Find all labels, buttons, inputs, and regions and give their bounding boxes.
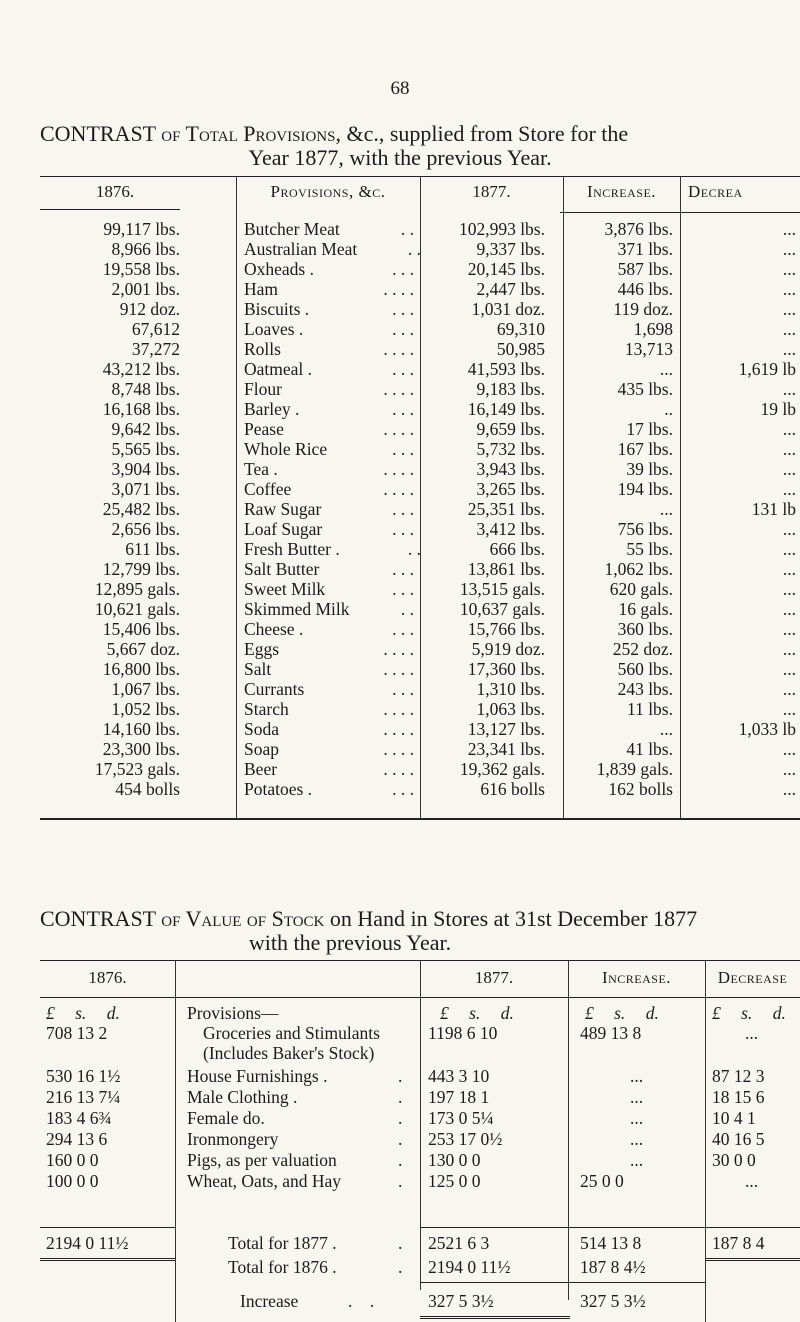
t1-cell-decrease: ...: [782, 419, 796, 439]
table2-title: [40, 907, 800, 955]
t1-cell-1877: 3,412 lbs.: [476, 519, 545, 539]
t1-cell-item: Loaf Sugar: [244, 519, 323, 539]
t1-cell-increase: 17 lbs.: [626, 419, 673, 439]
t1-cell-1876: 16,168 lbs.: [102, 399, 180, 419]
t2-total-1876: 2194 0 11½: [428, 1257, 511, 1277]
t2-cell-1877: 443 3 10: [428, 1066, 490, 1086]
t1-cell-decrease: 1,033 lb: [738, 719, 796, 739]
t1-cell-1876: 43,212 lbs.: [102, 359, 180, 379]
t1-cell-item: Soap: [244, 739, 279, 759]
t1-cell-1876: 912 doz.: [119, 299, 180, 319]
lsd-d: d.: [645, 1003, 659, 1023]
t1-cell-1876: 99,117 lbs.: [103, 219, 180, 239]
t1-cell-increase: 11 lbs.: [626, 699, 673, 719]
t2-cell-1877: 125 0 0: [428, 1171, 481, 1191]
t1-cell-item: Cheese .: [244, 619, 304, 639]
t2-sum-rule-1876: [40, 1227, 175, 1228]
t1-cell-decrease: ...: [782, 299, 796, 319]
t1-cell-decrease: ...: [782, 439, 796, 459]
t1-cell-dots: . . . .: [383, 379, 414, 399]
t1-cell-dots: . . . .: [383, 719, 414, 739]
t1-cell-1877: 3,265 lbs.: [476, 479, 545, 499]
t1-cell-increase: 446 lbs.: [617, 279, 673, 299]
t1-cell-increase: 360 lbs.: [617, 619, 673, 639]
t2-cell-item: (Includes Baker's Stock): [203, 1043, 375, 1063]
t2-total-1877: 2521 6 3: [428, 1233, 490, 1253]
t1-cell-increase: 243 lbs.: [617, 679, 673, 699]
t1-cell-increase: 756 lbs.: [617, 519, 673, 539]
t2-cell-1876: 183 4 6¾: [46, 1108, 112, 1128]
t1-cell-dots: . . . .: [383, 739, 414, 759]
t2-cell-1876: 530 16 1½: [46, 1066, 121, 1086]
t1-cell-decrease: ...: [782, 639, 796, 659]
t1-cell-decrease: 131 lb: [751, 499, 796, 519]
t1-cell-decrease: ...: [782, 779, 796, 799]
title1-line2: Year 1877, with the previous Year.: [248, 145, 552, 170]
t1-cell-1877: 3,943 lbs.: [476, 459, 545, 479]
t1-cell-1876: 67,612: [131, 319, 180, 339]
t2-total-1877-label: Total for 1877 .: [228, 1233, 337, 1253]
t1-cell-1876: 454 bolls: [115, 779, 180, 799]
t1-cell-1877: 41,593 lbs.: [467, 359, 545, 379]
t2-cell-increase: 489 13 8: [580, 1023, 642, 1043]
t1-cell-dots: . . .: [392, 259, 414, 279]
t1-cell-1877: 69,310: [496, 319, 545, 339]
title2-word: CONTRAST: [40, 906, 156, 931]
table1-vrule-4: [680, 176, 681, 818]
table1-header-rule-left: [40, 209, 180, 210]
t2-cell-decrease: 87 12 3: [712, 1066, 765, 1086]
t2-cell-1877: 173 0 5¼: [428, 1108, 494, 1128]
t2-leader-dot: .: [398, 1129, 403, 1149]
table2-vrule-4: [705, 960, 706, 1322]
table1-bottom-rule: [40, 818, 800, 820]
lsd-l: £: [585, 1003, 594, 1023]
lsd-d: d.: [106, 1003, 120, 1023]
t1-cell-1876: 14,160 lbs.: [102, 719, 180, 739]
title2-rest: on Hand in Stores at 31st December 1877: [329, 906, 698, 931]
t1-cell-item: Salt: [244, 659, 272, 679]
t1-cell-1876: 8,966 lbs.: [111, 239, 180, 259]
t1-cell-item: Beer: [244, 759, 278, 779]
t2-cell-decrease: 40 16 5: [712, 1129, 765, 1149]
t1-cell-item: Butcher Meat: [244, 219, 340, 239]
t1-cell-dots: . . .: [392, 499, 414, 519]
t1-cell-decrease: ...: [782, 339, 796, 359]
t1-cell-item: Potatoes .: [244, 779, 313, 799]
t2-dec-double-rule: [705, 1258, 800, 1261]
t1-cell-item: Tea .: [244, 459, 278, 479]
t1-cell-item: Sweet Milk: [244, 579, 326, 599]
t1-cell-item: Soda: [244, 719, 279, 739]
t1-cell-increase: ...: [659, 719, 673, 739]
t1-cell-1877: 10,637 gals.: [459, 599, 545, 619]
t1-cell-increase: ...: [659, 499, 673, 519]
t1-cell-decrease: ...: [782, 579, 796, 599]
t1-cell-1877: 2,447 lbs.: [476, 279, 545, 299]
t1-cell-dots: . . .: [392, 359, 414, 379]
t1-cell-item: Salt Butter: [244, 559, 320, 579]
t1-cell-item: Australian Meat: [244, 239, 358, 259]
t2-cell-1876: 160 0 0: [46, 1150, 99, 1170]
t1-cell-increase: 252 doz.: [612, 639, 673, 659]
t2-leader-dot: .: [398, 1150, 403, 1170]
t1-cell-1877: 5,919 doz.: [471, 639, 545, 659]
t1-cell-decrease: ...: [782, 739, 796, 759]
t2-header-increase: Increase.: [601, 968, 672, 987]
t1-cell-dots: . . .: [392, 399, 414, 419]
t1-cell-increase: 194 lbs.: [617, 479, 673, 499]
t2-increase-label: Increase: [240, 1291, 299, 1311]
t2-total-1876-left: 2194 0 11½: [46, 1233, 129, 1253]
t1-cell-item: Skimmed Milk: [244, 599, 350, 619]
t2-cell-1876: 100 0 0: [46, 1171, 99, 1191]
t1-cell-decrease: ...: [782, 239, 796, 259]
t1-cell-1876: 15,406 lbs.: [102, 619, 180, 639]
t1-cell-dots: . . . .: [383, 659, 414, 679]
t1-cell-dots: . . . .: [383, 459, 414, 479]
lsd-l: £: [712, 1003, 721, 1023]
title2-line2: with the previous Year.: [248, 930, 452, 955]
t1-cell-1877: 5,732 lbs.: [476, 439, 545, 459]
t2-cell-1877: 130 0 0: [428, 1150, 481, 1170]
t1-cell-1877: 9,659 lbs.: [476, 419, 545, 439]
t1-cell-increase: 16 gals.: [618, 599, 673, 619]
t1-cell-1876: 17,523 gals.: [94, 759, 180, 779]
t2-cell-decrease: ...: [745, 1171, 759, 1191]
t1-cell-1877: 1,031 doz.: [471, 299, 545, 319]
t1-cell-1877: 16,149 lbs.: [467, 399, 545, 419]
t1-cell-decrease: 19 lb: [760, 399, 796, 419]
t2-cell-item: Female do.: [187, 1108, 265, 1128]
t1-cell-1876: 2,001 lbs.: [111, 279, 180, 299]
t1-cell-increase: 435 lbs.: [617, 379, 673, 399]
t1-cell-decrease: ...: [782, 539, 796, 559]
t1-cell-dots: . . .: [392, 779, 414, 799]
t1-cell-1877: 19,362 gals.: [459, 759, 545, 779]
t2-header-1877: 1877.: [474, 968, 514, 987]
t1-cell-increase: ...: [659, 359, 673, 379]
t1-cell-item: Oatmeal .: [244, 359, 313, 379]
t1-header-1876: 1876.: [95, 182, 135, 201]
lsd-d: d.: [500, 1003, 514, 1023]
t1-cell-increase: 1,698: [633, 319, 673, 339]
t1-cell-dots: . .: [407, 239, 421, 259]
t1-cell-item: Loaves .: [244, 319, 304, 339]
table2-vrule-1: [175, 960, 176, 1322]
t2-leader-dot: .: [398, 1066, 403, 1086]
t1-cell-dots: . .: [400, 599, 414, 619]
t2-cell-item: Ironmongery: [187, 1129, 279, 1149]
t1-cell-decrease: 1,619 lb: [738, 359, 796, 379]
title1-smallcaps: of Total Provisions,: [161, 121, 341, 146]
t1-cell-item: Whole Rice: [244, 439, 328, 459]
t1-cell-1877: 1,063 lbs.: [476, 699, 545, 719]
t2-total-1876-inc: 187 8 4½: [580, 1257, 646, 1277]
t1-cell-decrease: ...: [782, 279, 796, 299]
t1-cell-decrease: ...: [782, 459, 796, 479]
t2-leader-dot: .: [398, 1108, 403, 1128]
t1-cell-item: Rolls: [244, 339, 281, 359]
t1-cell-1876: 3,071 lbs.: [111, 479, 180, 499]
t1-cell-increase: 119 doz.: [613, 299, 673, 319]
t1-cell-increase: 41 lbs.: [626, 739, 673, 759]
t1-cell-dots: . . . .: [383, 759, 414, 779]
t1-cell-1876: 1,052 lbs.: [111, 699, 180, 719]
table2-vrule-2: [420, 960, 421, 1290]
t1-cell-decrease: ...: [782, 379, 796, 399]
t1-cell-dots: . . . .: [383, 279, 414, 299]
t1-cell-1877: 9,337 lbs.: [476, 239, 545, 259]
title1-rest: &c., supplied from Store for the: [346, 121, 629, 146]
t2-total-1877-dec: 187 8 4: [712, 1233, 765, 1253]
t1-cell-decrease: ...: [782, 659, 796, 679]
t2-lsd-1876: [46, 1004, 120, 1023]
t1-cell-1877: 102,993 lbs.: [458, 219, 545, 239]
t2-cell-increase: ...: [630, 1066, 644, 1086]
t1-cell-1876: 1,067 lbs.: [111, 679, 180, 699]
t1-cell-dots: . . .: [392, 519, 414, 539]
t1-cell-decrease: ...: [782, 259, 796, 279]
t1-header-1877: 1877.: [472, 182, 511, 201]
t1-cell-1877: 13,861 lbs.: [467, 559, 545, 579]
t1-cell-dots: . . .: [392, 619, 414, 639]
t2-cell-1877: 253 17 0½: [428, 1129, 503, 1149]
t1-cell-1876: 19,558 lbs.: [102, 259, 180, 279]
t2-total-1877-dot: .: [398, 1233, 403, 1253]
t1-cell-1876: 16,800 lbs.: [102, 659, 180, 679]
t2-header-decrease: Decrease: [717, 968, 788, 987]
t1-cell-item: Raw Sugar: [244, 499, 322, 519]
t1-cell-1876: 12,799 lbs.: [102, 559, 180, 579]
t1-cell-decrease: ...: [782, 679, 796, 699]
t1-cell-item: Pease: [244, 419, 284, 439]
t2-leader-dot: .: [398, 1087, 403, 1107]
t1-cell-1876: 9,642 lbs.: [111, 419, 180, 439]
t2-cell-1877: 197 18 1: [428, 1087, 490, 1107]
lsd-s: s.: [614, 1003, 626, 1023]
t1-cell-1876: 2,656 lbs.: [111, 519, 180, 539]
t1-cell-item: Barley .: [244, 399, 300, 419]
page-number: 68: [390, 78, 410, 99]
t2-header-1876: 1876.: [88, 968, 127, 987]
t1-cell-increase: 162 bolls: [608, 779, 673, 799]
t1-cell-dots: . . . .: [383, 419, 414, 439]
t1-cell-item: Oxheads .: [244, 259, 314, 279]
t1-cell-dots: . . . .: [383, 699, 414, 719]
lsd-s: s.: [469, 1003, 481, 1023]
t1-cell-increase: 1,839 gals.: [596, 759, 673, 779]
t2-cell-1877: 1198 6 10: [428, 1023, 498, 1043]
t1-cell-1876: 23,300 lbs.: [102, 739, 180, 759]
lsd-d: d.: [772, 1003, 786, 1023]
t1-cell-increase: 167 lbs.: [617, 439, 673, 459]
t2-cell-item: House Furnishings .: [187, 1066, 328, 1086]
t1-cell-1877: 15,766 lbs.: [467, 619, 545, 639]
t1-header-increase: Increase.: [586, 182, 657, 201]
t1-cell-decrease: ...: [782, 519, 796, 539]
t2-cell-1876: 708 13 2: [46, 1023, 108, 1043]
t1-cell-increase: ..: [664, 399, 673, 419]
t1-cell-1876: 37,272: [131, 339, 180, 359]
table2-vrule-3: [568, 960, 569, 1300]
t1-cell-dots: . . .: [392, 559, 414, 579]
t2-cell-item: Pigs, as per valuation: [187, 1150, 337, 1170]
t1-cell-1877: 25,351 lbs.: [467, 499, 545, 519]
t2-provisions-label: Provisions—: [187, 1003, 279, 1023]
t1-cell-1877: 20,145 lbs.: [467, 259, 545, 279]
t1-cell-1876: 5,565 lbs.: [111, 439, 180, 459]
t2-total-1876-label: Total for 1876 .: [228, 1257, 337, 1277]
t2-total-1877-inc: 514 13 8: [580, 1233, 642, 1253]
t1-cell-dots: . . . .: [383, 479, 414, 499]
t1-cell-decrease: ...: [782, 319, 796, 339]
t2-total-double-rule: [40, 1258, 175, 1261]
t2-cell-item: Male Clothing .: [187, 1087, 298, 1107]
t1-cell-dots: . . .: [392, 439, 414, 459]
t2-cell-decrease: ...: [745, 1023, 759, 1043]
t1-cell-increase: 3,876 lbs.: [604, 219, 673, 239]
t2-sum-rule-right: [420, 1227, 800, 1228]
t1-cell-dots: . .: [407, 539, 421, 559]
t1-cell-item: Currants: [244, 679, 305, 699]
t1-cell-dots: . . .: [392, 579, 414, 599]
title1-word: CONTRAST: [40, 121, 156, 146]
t1-cell-1876: 3,904 lbs.: [111, 459, 180, 479]
t1-cell-1877: 23,341 lbs.: [467, 739, 545, 759]
t1-cell-item: Biscuits .: [244, 299, 310, 319]
t1-cell-dots: . . .: [392, 319, 414, 339]
t1-cell-dots: . . .: [392, 299, 414, 319]
lsd-s: s.: [75, 1003, 87, 1023]
t1-cell-decrease: ...: [782, 619, 796, 639]
t1-cell-1876: 8,748 lbs.: [111, 379, 180, 399]
t2-cell-increase: ...: [630, 1087, 644, 1107]
t1-cell-item: Eggs: [244, 639, 279, 659]
t2-cell-decrease: 10 4 1: [712, 1108, 756, 1128]
lsd-l: £: [46, 1003, 55, 1023]
t1-cell-item: Fresh Butter .: [244, 539, 340, 559]
t1-cell-increase: 1,062 lbs.: [604, 559, 673, 579]
t1-cell-1876: 611 lbs.: [125, 539, 180, 559]
t1-cell-1877: 13,515 gals.: [459, 579, 545, 599]
t1-cell-item: Starch: [244, 699, 289, 719]
t2-cell-decrease: 18 15 6: [712, 1087, 765, 1107]
t2-cell-item: Wheat, Oats, and Hay: [187, 1171, 342, 1191]
t2-increase-dots: . .: [348, 1291, 375, 1311]
t1-cell-1876: 25,482 lbs.: [102, 499, 180, 519]
t2-cell-1876: 216 13 7¼: [46, 1087, 121, 1107]
t2-cell-item: Groceries and Stimulants: [203, 1023, 380, 1043]
t2-cell-increase: ...: [630, 1129, 644, 1149]
t2-cell-increase: ...: [630, 1150, 644, 1170]
title2-smallcaps: of Value of Stock: [161, 906, 325, 931]
t1-cell-1877: 666 lbs.: [489, 539, 545, 559]
t2-increase-value2: 327 5 3½: [580, 1291, 646, 1311]
table1-vrule-1: [236, 176, 237, 818]
t1-cell-item: Ham: [244, 279, 279, 299]
t2-final-double-rule: [420, 1316, 570, 1319]
t1-header-provisions: Provisions, &c.: [270, 182, 386, 201]
t1-cell-increase: 39 lbs.: [626, 459, 673, 479]
t1-cell-decrease: ...: [782, 599, 796, 619]
t1-cell-decrease: ...: [782, 759, 796, 779]
t1-cell-1876: 5,667 doz.: [106, 639, 180, 659]
lsd-s: s.: [741, 1003, 753, 1023]
t1-cell-decrease: ...: [782, 479, 796, 499]
t2-leader-dot: .: [398, 1171, 403, 1191]
t1-cell-increase: 55 lbs.: [626, 539, 673, 559]
t1-cell-dots: . . . .: [383, 639, 414, 659]
t2-increase-rule: [420, 1282, 705, 1283]
t2-lsd-increase: [585, 1004, 659, 1023]
t2-cell-increase: ...: [630, 1108, 644, 1128]
t1-cell-1877: 1,310 lbs.: [476, 679, 545, 699]
t1-cell-dots: . . . .: [383, 339, 414, 359]
t1-cell-decrease: ...: [782, 699, 796, 719]
t1-cell-item: Coffee: [244, 479, 292, 499]
t1-cell-increase: 620 gals.: [609, 579, 673, 599]
t1-cell-increase: 13,713: [624, 339, 673, 359]
t1-cell-decrease: ...: [782, 559, 796, 579]
t1-cell-increase: 587 lbs.: [617, 259, 673, 279]
t2-lsd-decrease: [712, 1004, 786, 1023]
t1-cell-1877: 9,183 lbs.: [476, 379, 545, 399]
t1-cell-1876: 10,621 gals.: [94, 599, 180, 619]
t1-cell-dots: . .: [400, 219, 414, 239]
table1-title: [40, 122, 800, 170]
t1-cell-1877: 13,127 lbs.: [467, 719, 545, 739]
t2-cell-increase: 25 0 0: [580, 1171, 624, 1191]
t2-cell-1876: 294 13 6: [46, 1129, 108, 1149]
t2-lsd-1877: [440, 1004, 514, 1023]
t1-cell-dots: . . .: [392, 679, 414, 699]
t1-cell-1876: 12,895 gals.: [94, 579, 180, 599]
t1-cell-1877: 17,360 lbs.: [467, 659, 545, 679]
lsd-l: £: [440, 1003, 449, 1023]
t1-cell-increase: 371 lbs.: [617, 239, 673, 259]
t2-increase-value: 327 5 3½: [428, 1291, 494, 1311]
t1-header-decrease: Decrea: [688, 182, 743, 201]
t1-cell-increase: 560 lbs.: [617, 659, 673, 679]
t2-total-1876-dot: .: [398, 1257, 403, 1277]
t1-cell-1877: 50,985: [496, 339, 545, 359]
t1-cell-decrease: ...: [782, 219, 796, 239]
t1-cell-1877: 616 bolls: [480, 779, 545, 799]
t1-cell-item: Flour: [244, 379, 282, 399]
t2-cell-decrease: 30 0 0: [712, 1150, 756, 1170]
